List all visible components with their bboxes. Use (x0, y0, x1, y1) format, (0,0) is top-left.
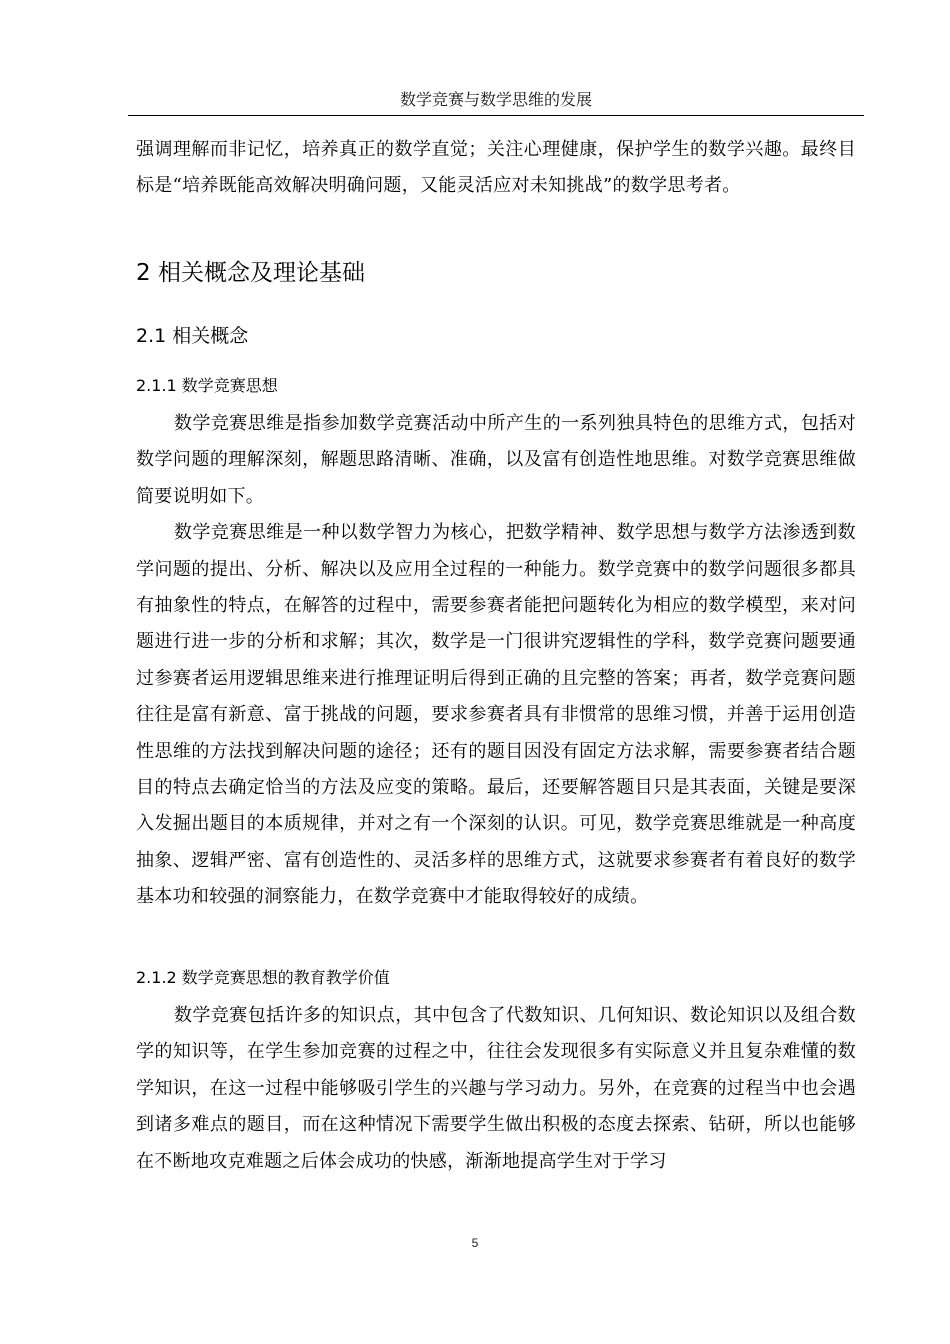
intro-paragraph: 强调理解而非记忆，培养真正的数学直觉；关注心理健康，保护学生的数学兴趣。最终目标是“培养既能高效解决明确问题，又能灵活应对未知挑战”的数学思考者。 (136, 139, 856, 197)
body-paragraph: 数学竞赛思维是指参加数学竞赛活动中所产生的一系列独具特色的思维方式，包括对数学问题的理解深刻，解题思路清晰、准确，以及富有创造性地思维。对数学竞赛思维做简要说明如下。 (136, 413, 856, 507)
body-paragraph: 数学竞赛包括许多的知识点，其中包含了代数知识、几何知识、数论知识以及组合数学的知识等，在学生参加竞赛的过程之中，往往会发现很多有实际意义并且复杂难懂的数学知识，在这一过程中能够吸引学生的兴趣与学习动力。另外，在竞赛的过程当中也会遇到诸多难点的题目，而在这种情况下需要学生做出积极的态度去探索、钻研，所以也能够在不断地攻克难题之后体会成功的快感，渐渐地提高学生对于学习 (136, 1005, 856, 1172)
section-2-1-1-body (136, 406, 856, 916)
header-divider (128, 115, 864, 116)
intro-block (136, 132, 856, 205)
body-paragraph: 数学竞赛思维是一种以数学智力为核心，把数学精神、数学思想与数学方法渗透到数学问题的提出、分析、解决以及应用全过程的一种能力。数学竞赛中的数学问题很多都具有抽象性的特点，在解答的过程中，需要参赛者能把问题转化为相应的数学模型，来对问题进行进一步的分析和求解；其次，数学是一门很讲究逻辑性的学科，数学竞赛问题要通过参赛者运用逻辑思维来进行推理证明后得到正确的且完整的答案；再者，数学竞赛问题往往是富有新意、富于挑战的问题，要求参赛者具有非惯常的思维习惯，并善于运用创造性思维的方法找到解决问题的途径；还有的题目因没有固定方法求解，需要参赛者结合题目的特点去确定恰当的方法及应变的策略。最后，还要解答题目只是其表面，关键是要深入发掘出题目的本质规律，并对之有一个深刻的认识。可见，数学竞赛思维就是一种高度抽象、逻辑严密、富有创造性的、灵活多样的思维方式，这就要求参赛者有着良好的数学基本功和较强的洞察能力，在数学竞赛中才能取得较好的成绩。 (136, 522, 856, 908)
section-2-1-2-body (136, 998, 856, 1180)
page-number: 5 (471, 1236, 479, 1250)
section-2-heading: 2 相关概念及理论基础 (136, 260, 365, 286)
running-header: 数学竞赛与数学思维的发展 (399, 90, 592, 109)
section-2-1-heading: 2.1 相关概念 (136, 325, 249, 347)
section-2-1-1-heading: 2.1.1 数学竞赛思想 (136, 376, 278, 395)
section-2-1-2-heading: 2.1.2 数学竞赛思想的教育教学价值 (136, 968, 390, 987)
